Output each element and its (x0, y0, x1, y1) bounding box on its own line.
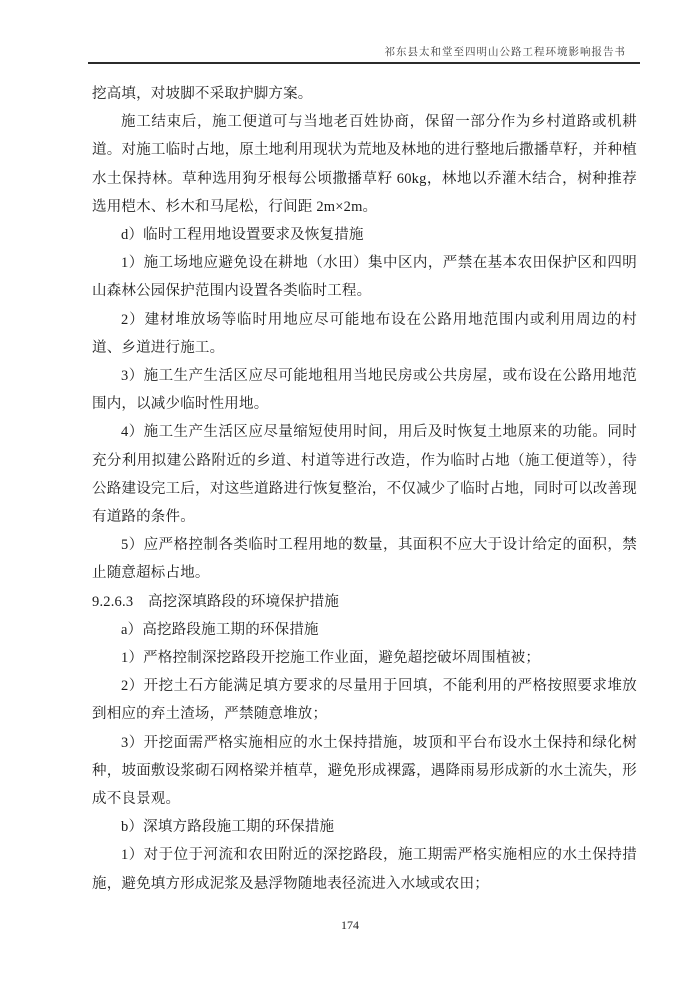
item-3-living-area-rental: 3）施工生产生活区应尽可能地租用当地民房或公共房屋，或布设在公路用地范围内，以减少临时性用地。 (92, 368, 637, 413)
item-a-excavation-heading: a）高挖路段施工期的环保措施 (121, 621, 319, 638)
body-text (92, 80, 637, 898)
item-2-material-yard: 2）建材堆放场等临时用地应尽可能地布设在公路用地范围内或利用周边的村道、乡道进行施工。 (92, 311, 637, 356)
item-1-construction-site: 1）施工场地应避免设在耕地（水田）集中区内，严禁在基本农田保护区和四明山森林公园保护范围内设置各类临时工程。 (92, 255, 637, 300)
page-footer (0, 918, 700, 933)
item-2-earthwork-backfill: 2）开挖土石方能满足填方要求的尽量用于回填，不能利用的严格按照要求堆放到相应的弃土渣场，严禁随意堆放； (92, 678, 637, 723)
section-heading-9-2-6-3: 9.2.6.3 高挖深填路段的环境保护措施 (92, 593, 340, 610)
item-b-deep-fill-heading: b）深填方路段施工期的环保措施 (121, 819, 335, 836)
running-header (88, 44, 640, 64)
report-title: 祁东县太和堂至四明山公路工程环境影响报告书 (384, 47, 626, 58)
page-number: 174 (341, 918, 359, 932)
paragraph-temporary-road-restore: 施工结束后，施工便道可与当地老百姓协商，保留一部分作为乡村道路或机耕道。对施工临时占地，原土地利用现状为荒地及林地的进行整地后撒播草籽，并种植水土保持林。草种选用狗牙根每公顷撒播草籽 60kg，林地以乔灌木结合，树种推荐选用桤木、杉木和马尾松，行间距 2m×2m。 (92, 114, 637, 215)
item-3-slope-protection: 3）开挖面需严格实施相应的水土保持措施，坡顶和平台布设水土保持和绿化树种，坡面敷设浆砌石网格梁并植草，避免形成裸露，遇降雨易形成新的水土流失，形成不良景观。 (92, 734, 637, 808)
item-1-excavation-control: 1）严格控制深挖路段开挖施工作业面，避免超挖破坏周围植被； (121, 650, 541, 667)
paragraph-slope-continuation: 挖高填，对坡脚不采取护脚方案。 (92, 86, 313, 102)
item-1-river-farmland: 1）对于位于河流和农田附近的深挖路段，施工期需严格实施相应的水土保持措施，避免填方形成泥浆及悬浮物随地表径流进入水域或农田； (92, 847, 637, 892)
item-4-living-area-duration: 4）施工生产生活区应尽量缩短使用时间，用后及时恢复土地原来的功能。同时充分利用拟建公路附近的乡道、村道等进行改造，作为临时占地（施工便道等），待公路建设完工后，对这些道路进行恢复整治，不仅减少了临时占地，同时可以改善现有道路的条件。 (92, 424, 637, 526)
item-d-temporary-land-heading: d）临时工程用地设置要求及恢复措施 (121, 227, 364, 244)
item-5-land-quantity-control: 5）应严格控制各类临时工程用地的数量，其面积不应大于设计给定的面积，禁止随意超标占地。 (92, 537, 637, 582)
